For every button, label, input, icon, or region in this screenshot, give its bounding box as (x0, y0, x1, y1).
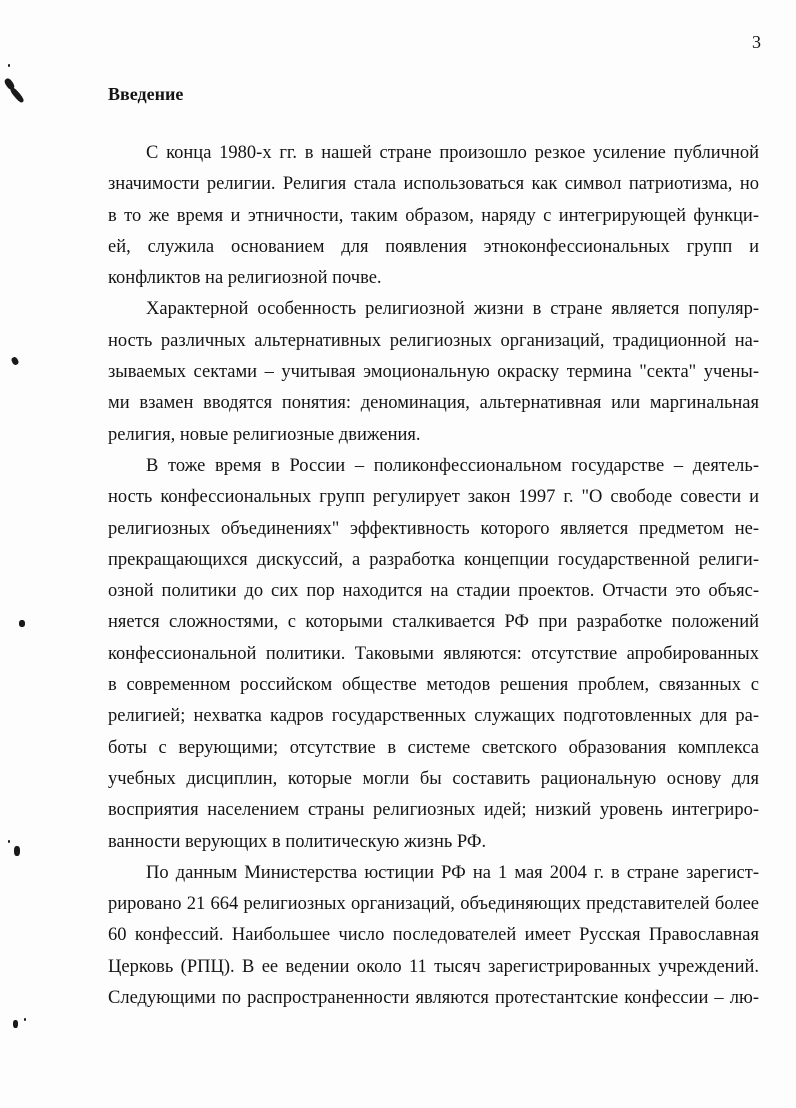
text-line: восприятия населением страны религиозных идей; низкий уровень интегриро- (108, 800, 759, 821)
text-line: С конца 1980-х гг. в нашей стране произошло резкое усиление публичной (146, 143, 759, 163)
text-line: ность конфессиональных групп регулирует закон 1997 г. "О свободе совести и (108, 487, 759, 508)
scan-artifact (9, 86, 25, 104)
text-line: В тоже время в России – поликонфессиональном государстве – деятель- (146, 455, 759, 476)
page-number: 3 (752, 32, 761, 52)
text-line: в современном российском обществе методов решения проблем, связанных с (108, 675, 759, 696)
text-line: религией; нехватка кадров государственных служащих подготовленных для ра- (108, 706, 759, 727)
text-line: ей, служила основанием для появления этноконфессиональных групп и (108, 236, 759, 257)
text-line: религия, новые религиозные движения. (108, 424, 421, 445)
paragraph (108, 138, 759, 294)
scan-artifact (10, 356, 19, 366)
paragraph (108, 451, 759, 858)
text-line: рировано 21 664 религиозных организаций, объединяющих представителей более (108, 894, 759, 915)
text-line: 60 конфессий. Наибольшее число последователей имеет Русская Православная (108, 925, 759, 946)
section-heading: Введение (108, 84, 184, 104)
text-line: ванности верующих в политическую жизнь РФ. (108, 831, 487, 852)
text-line: ми взамен вводятся понятия: деноминация, альтернативная или маргинальная (108, 393, 759, 414)
text-line: религиозных объединениях" эффективность которого является предметом не- (108, 518, 759, 539)
text-line: Следующими по распространенности являются протестантские конфессии – лю- (108, 988, 759, 1009)
text-line: няется сложностями, с которыми сталкивается РФ при разработке положений (108, 612, 759, 633)
text-line: ность различных альтернативных религиозных организаций, традиционной на- (108, 330, 759, 351)
text-line: Церковь (РПЦ). В ее ведении около 11 тысяч зарегистрированных учреждений. (108, 956, 759, 977)
text-line: озной политики до сих пор находится на стадии проектов. Отчасти это объяс- (108, 581, 759, 602)
text-line: конфликтов на религиозной почве. (108, 268, 382, 289)
text-line: прекращающихся дискуссий, а разработка концепции государственной религи- (108, 549, 759, 570)
scan-artifact (8, 64, 10, 67)
text-line: боты с верующими; отсутствие в системе светского образования комплекса (108, 737, 759, 758)
text-line: учебных дисциплин, которые могли бы составить рациональную основу для (108, 768, 759, 789)
text-line: Характерной особенность религиозной жизни в стране является популяр- (146, 299, 759, 320)
body-text (108, 138, 759, 1014)
scan-artifact (13, 1020, 18, 1028)
text-line: конфессиональной политики. Таковыми являются: отсутствие апробированных (108, 643, 759, 664)
paragraph (108, 294, 759, 450)
scan-artifact (19, 620, 25, 627)
text-line: По данным Министерства юстиции РФ на 1 мая 2004 г. в стране зарегист- (146, 862, 759, 883)
text-line: значимости религии. Религия стала использоваться как символ патриотизма, но (108, 174, 759, 195)
paragraph (108, 858, 759, 1014)
text-line: зываемых сектами – учитывая эмоциональную окраску термина "секта" учены- (108, 362, 759, 383)
scan-artifact (14, 846, 20, 856)
scan-artifact (24, 1018, 26, 1021)
scan-artifact (8, 840, 10, 843)
text-line: в то же время и этничности, таким образом, наряду с интегрирующей функци- (108, 205, 759, 226)
